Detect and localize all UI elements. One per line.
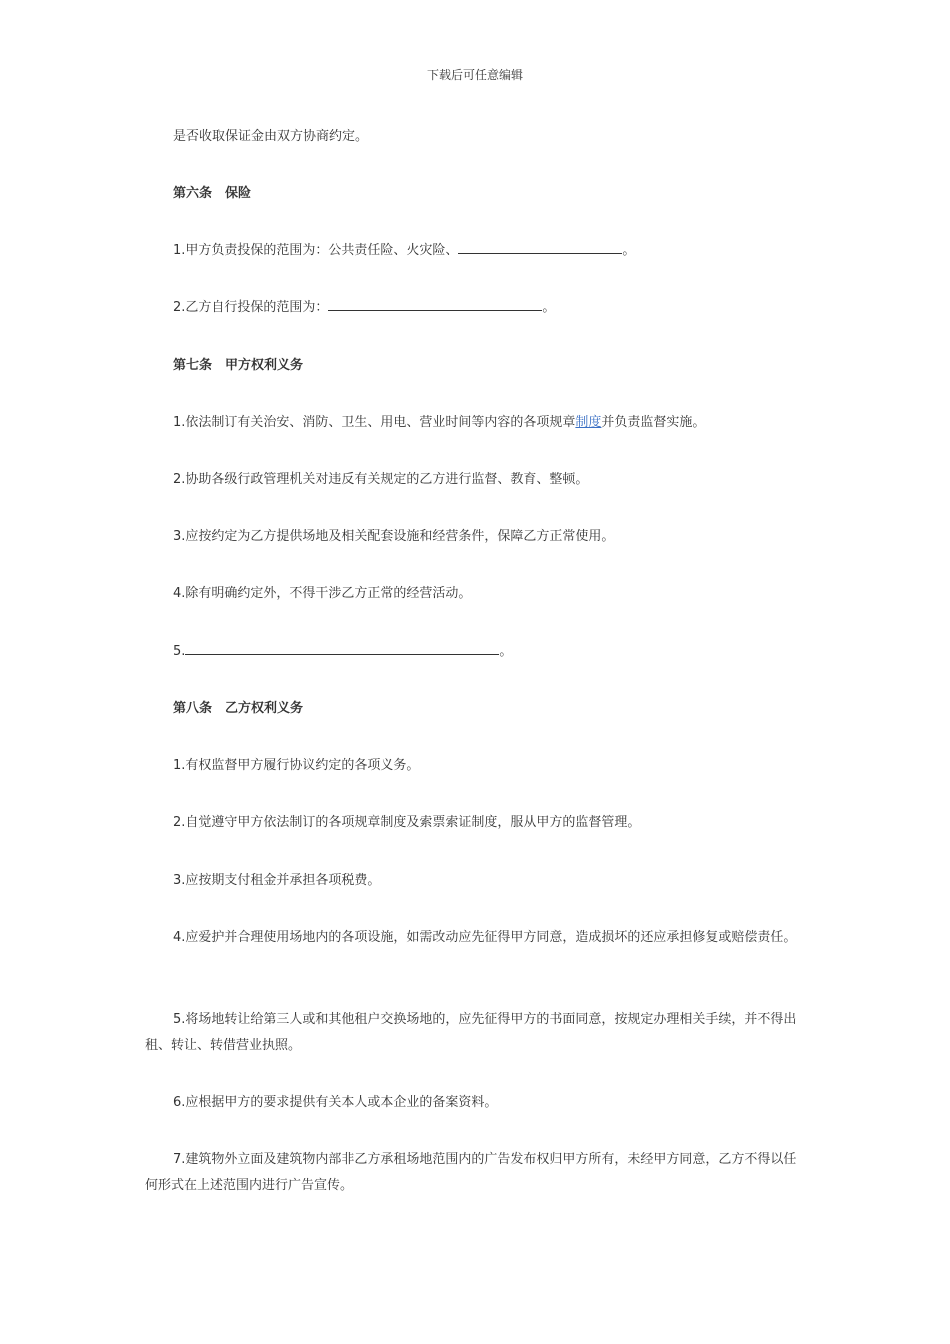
article-8-item-1: 1.有权监督甲方履行协议约定的各项义务。 — [173, 758, 420, 773]
article-7-item-2: 2.协助各级行政管理机关对违反有关规定的乙方进行监督、教育、整顿。 — [173, 472, 589, 487]
article-7-item-1-end: 并负责监督实施。 — [601, 415, 706, 430]
article-8-item-5: 5.将场地转让给第三人或和其他租户交换场地的，应先征得甲方的书面同意，按规定办理相关手续，并不得出租、转让、转借营业执照。 — [145, 1012, 797, 1053]
fill-in-blank[interactable] — [185, 640, 499, 655]
regulation-link[interactable]: 制度 — [575, 415, 602, 430]
article-7-item-1 — [173, 410, 705, 436]
article-7-item-5 — [173, 639, 512, 665]
fill-in-blank[interactable] — [328, 296, 542, 311]
fill-in-blank[interactable] — [458, 239, 622, 254]
article-8-item-4: 4.应爱护并合理使用场地内的各项设施，如需改动应先征得甲方同意，造成损坏的还应承担修复或赔偿责任。 — [173, 930, 797, 945]
article-6-item-2 — [173, 295, 555, 321]
article-7-item-5-end: 。 — [499, 644, 513, 659]
article-6-heading: 第六条 保险 — [173, 186, 252, 201]
article-8-item-3: 3.应按期支付租金并承担各项税费。 — [173, 873, 381, 888]
page-header: 下载后可任意编辑 — [426, 68, 523, 82]
article-6-item-2-end: 。 — [542, 300, 556, 315]
article-7-item-1-text: 1.依法制订有关治安、消防、卫生、用电、营业时间等内容的各项规章 — [173, 415, 576, 430]
article-7-heading: 第七条 甲方权利义务 — [173, 358, 304, 373]
article-6-item-1-text: 1.甲方负责投保的范围为：公共责任险、火灾险、 — [173, 243, 459, 258]
article-6-item-1 — [173, 238, 635, 264]
article-8-item-6: 6.应根据甲方的要求提供有关本人或本企业的备案资料。 — [173, 1095, 498, 1110]
article-8-item-7: 7.建筑物外立面及建筑物内部非乙方承租场地范围内的广告发布权归甲方所有，未经甲方同意，乙方不得以任何形式在上述范围内进行广告宣传。 — [145, 1152, 797, 1193]
article-7-item-3: 3.应按约定为乙方提供场地及相关配套设施和经营条件，保障乙方正常使用。 — [173, 529, 615, 544]
article-7-item-5-num: 5. — [173, 644, 186, 659]
article-8-heading: 第八条 乙方权利义务 — [173, 701, 304, 716]
article-6-item-1-end: 。 — [622, 243, 636, 258]
deposit-clause: 是否收取保证金由双方协商约定。 — [173, 129, 369, 144]
article-6-item-2-text: 2.乙方自行投保的范围为： — [173, 300, 329, 315]
article-7-item-4: 4.除有明确约定外，不得干涉乙方正常的经营活动。 — [173, 586, 472, 601]
article-8-item-2: 2.自觉遵守甲方依法制订的各项规章制度及索票索证制度，服从甲方的监督管理。 — [173, 815, 641, 830]
